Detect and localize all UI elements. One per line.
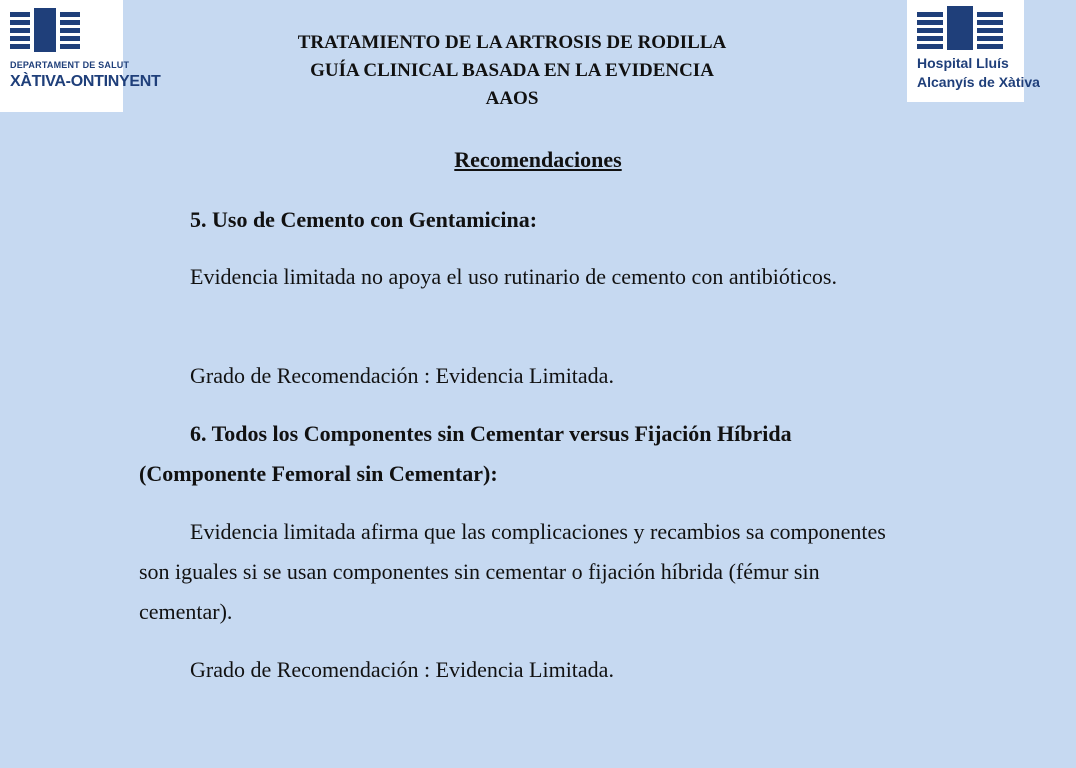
department-logo bbox=[0, 0, 161, 112]
building-icon bbox=[10, 8, 82, 54]
logo-title: XÀTIVA-ONTINYENT bbox=[10, 73, 161, 90]
hospital-logo bbox=[907, 0, 1040, 102]
building-icon bbox=[917, 6, 1003, 52]
section-heading: Recomendaciones bbox=[454, 147, 622, 172]
title-line: AAOS bbox=[485, 88, 539, 109]
title-line: TRATAMIENTO DE LA ARTROSIS DE RODILLA bbox=[297, 32, 727, 53]
logo-subtitle: Alcanyís de Xàtiva bbox=[917, 74, 1040, 90]
logo-caption: DEPARTAMENT DE SALUT bbox=[10, 60, 130, 70]
recommendation-grade: Grado de Recomendación : Evidencia Limitada. bbox=[190, 657, 614, 682]
recommendation-text: Evidencia limitada no apoya el uso rutinario de cemento con antibióticos. bbox=[190, 264, 837, 289]
recommendation-heading: 5. Uso de Cemento con Gentamicina: bbox=[190, 207, 538, 232]
title-line: GUÍA CLINICAL BASADA EN LA EVIDENCIA bbox=[310, 60, 714, 81]
recommendation-text: Evidencia limitada afirma que las complicaciones y recambios sa componentes son iguales si se usan componentes sin cementar o fijación híbrida (fémur sin cementar). bbox=[139, 519, 886, 624]
logo-title: Hospital Lluís bbox=[917, 55, 1009, 71]
recommendation-grade: Grado de Recomendación : Evidencia Limitada. bbox=[190, 363, 614, 388]
recommendation-heading: 6. Todos los Componentes sin Cementar versus Fijación Híbrida (Componente Femoral sin Cementar): bbox=[139, 421, 792, 486]
slide-title bbox=[150, 29, 874, 113]
